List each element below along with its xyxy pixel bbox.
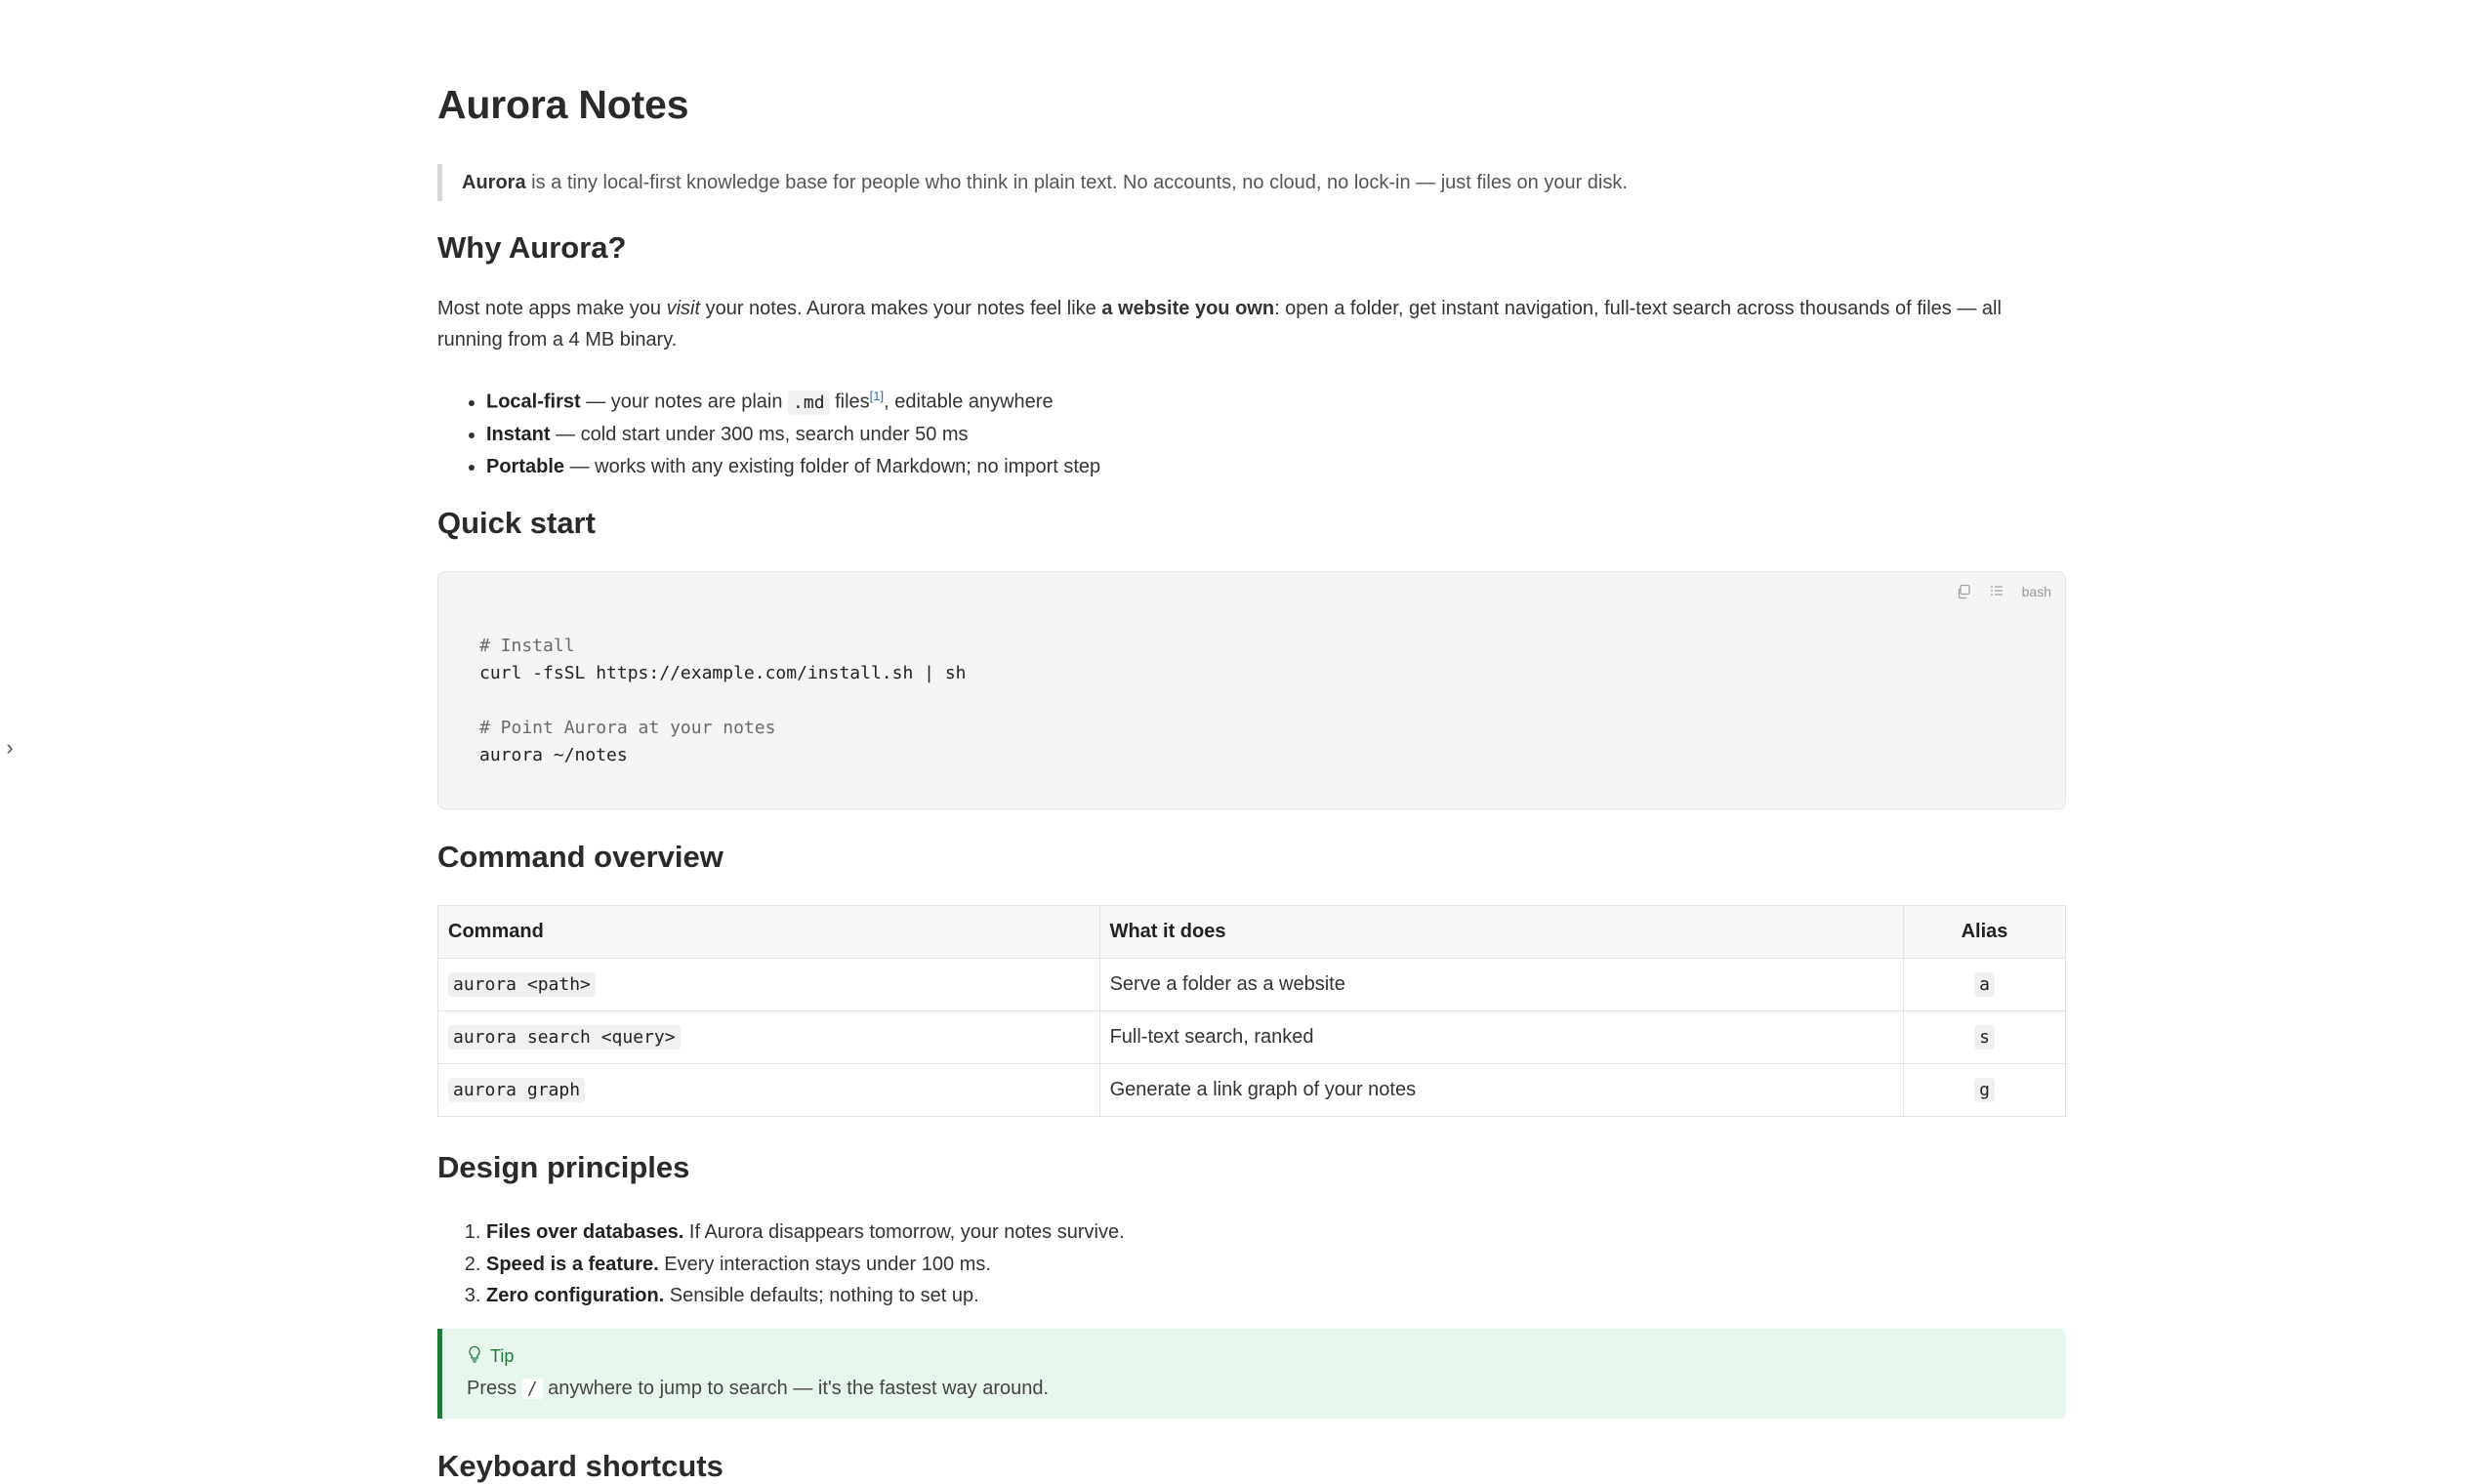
command-table bbox=[437, 905, 2066, 1117]
code-block bbox=[437, 571, 2066, 809]
page-title: Aurora Notes bbox=[437, 82, 689, 127]
table-cell bbox=[438, 1064, 1100, 1117]
feature-text: — your notes are plain bbox=[580, 391, 789, 413]
why-text-2: your notes. Aurora makes your notes feel like bbox=[700, 298, 1102, 319]
table-header-row bbox=[438, 906, 2066, 959]
list-item bbox=[486, 381, 1100, 419]
heading-design-principles: Design principles bbox=[437, 1150, 690, 1184]
tip-callout bbox=[437, 1329, 2066, 1419]
table-row bbox=[438, 1011, 2066, 1064]
heading-keyboard-shortcuts: Keyboard shortcuts bbox=[437, 1449, 723, 1483]
copy-icon[interactable] bbox=[1956, 584, 1971, 599]
principle-title: Files over databases. bbox=[486, 1221, 684, 1243]
command-code: aurora search <query> bbox=[448, 1025, 681, 1050]
principles-list bbox=[437, 1216, 1125, 1312]
code-line: curl -fsSL https://example.com/install.sh | sh bbox=[479, 663, 967, 683]
alias-code: s bbox=[1974, 1025, 1995, 1050]
tip-label: Tip bbox=[490, 1346, 515, 1366]
sidebar-toggle-chevron-right-icon[interactable]: › bbox=[6, 735, 14, 760]
code-comment: # Install bbox=[479, 636, 575, 656]
intro-brand: Aurora bbox=[462, 172, 526, 193]
heading-quick-start: Quick start bbox=[437, 506, 596, 540]
feature-name: Portable bbox=[486, 455, 565, 477]
alias-code: a bbox=[1974, 972, 1995, 997]
feature-name: Instant bbox=[486, 424, 551, 446]
principle-text: If Aurora disappears tomorrow, your notes survive. bbox=[683, 1221, 1125, 1243]
table-cell: Serve a folder as a website bbox=[1099, 959, 1903, 1011]
why-emphasis: visit bbox=[666, 298, 701, 319]
inline-code: .md bbox=[788, 391, 830, 415]
feature-text: — cold start under 300 ms, search under 50 ms bbox=[550, 424, 969, 446]
list-item bbox=[486, 451, 1100, 483]
heading-command-overview: Command overview bbox=[437, 840, 723, 874]
command-code: aurora graph bbox=[448, 1078, 585, 1102]
list-item bbox=[486, 1249, 1125, 1281]
alias-code: g bbox=[1974, 1078, 1995, 1102]
command-code: aurora <path> bbox=[448, 972, 596, 997]
tip-header bbox=[467, 1345, 514, 1368]
feature-text: files bbox=[829, 391, 870, 413]
principle-text: Every interaction stays under 100 ms. bbox=[658, 1253, 991, 1275]
heading-why-aurora: Why Aurora? bbox=[437, 230, 627, 265]
intro-blockquote bbox=[437, 164, 2066, 201]
feature-list bbox=[437, 381, 1100, 482]
code-toolbar bbox=[1956, 584, 2051, 599]
column-header: Command bbox=[438, 906, 1100, 959]
list-item bbox=[486, 1216, 1125, 1249]
table-cell: Full-text search, ranked bbox=[1099, 1011, 1903, 1064]
why-strong: a website you own bbox=[1101, 298, 1275, 319]
tip-text: Press bbox=[467, 1378, 522, 1399]
tip-body bbox=[467, 1378, 1049, 1400]
footnote-link[interactable]: [1] bbox=[869, 389, 885, 403]
tip-text: anywhere to jump to search — it's the fastest way around. bbox=[542, 1378, 1050, 1399]
list-item bbox=[486, 419, 1100, 451]
feature-text: — works with any existing folder of Markdown; no import step bbox=[564, 455, 1101, 477]
column-header: Alias bbox=[1904, 906, 2066, 959]
table-cell bbox=[1904, 959, 2066, 1011]
table-cell: Generate a link graph of your notes bbox=[1099, 1064, 1903, 1117]
feature-text: , editable anywhere bbox=[884, 391, 1054, 413]
principle-text: Sensible defaults; nothing to set up. bbox=[664, 1285, 979, 1306]
table-cell bbox=[1904, 1011, 2066, 1064]
table-row bbox=[438, 959, 2066, 1011]
code-language: bash bbox=[2021, 584, 2051, 599]
feature-name: Local-first bbox=[486, 391, 581, 413]
code-comment: # Point Aurora at your notes bbox=[479, 718, 776, 738]
why-text-3: : open a folder, get instant navigation, full-text search across thousands of files — all running from a 4 MB binary. bbox=[437, 298, 2002, 350]
code-content bbox=[479, 633, 967, 769]
list-item bbox=[486, 1280, 1125, 1312]
code-line: aurora ~/notes bbox=[479, 745, 628, 765]
intro-text: is a tiny local-first knowledge base for people who think in plain text. No accounts, no cloud, no lock-in — just files on your disk. bbox=[525, 172, 1628, 193]
principle-title: Zero configuration. bbox=[486, 1285, 665, 1306]
table-cell bbox=[438, 959, 1100, 1011]
why-paragraph bbox=[437, 293, 2066, 355]
table-cell bbox=[1904, 1064, 2066, 1117]
why-text-1: Most note apps make you bbox=[437, 298, 667, 319]
search-shortcut-key: / bbox=[522, 1379, 543, 1399]
column-header: What it does bbox=[1099, 906, 1903, 959]
list-wrap-icon[interactable] bbox=[1989, 584, 2005, 599]
table-row bbox=[438, 1064, 2066, 1117]
principle-title: Speed is a feature. bbox=[486, 1253, 659, 1275]
lightbulb-icon bbox=[467, 1345, 482, 1368]
table-cell bbox=[438, 1011, 1100, 1064]
